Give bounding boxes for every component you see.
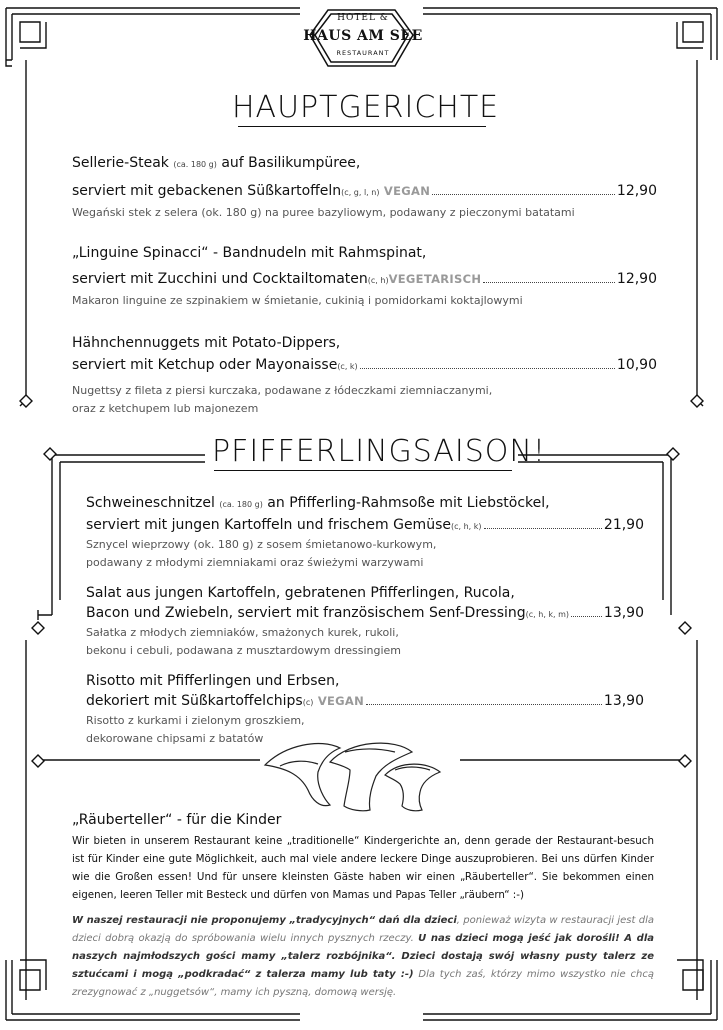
item-name-line2: serviert mit Zucchini und Cocktailtomaten (c, h) VEGETARISCH 12,90	[72, 268, 657, 292]
item-description-pl: Sznycel wieprzowy (ok. 180 g) z sosem śmietanowo-kurkowym,	[86, 538, 437, 551]
item-name-line2: dekoriert mit Süßkartoffelchips (c) VEGAN 13,90	[86, 693, 644, 709]
section-title-pfifferlingsaison: PFIFFERLINGSAISON!	[212, 434, 546, 469]
item-price: 21,90	[603, 517, 644, 533]
logo-line1: HOTEL &	[337, 13, 389, 23]
item-name-line1: „Linguine Spinacci“ - Bandnudeln mit Rahmspinat,	[72, 245, 427, 261]
item-name-line2: serviert mit gebackenen Süßkartoffeln (c, g, l, n) VEGAN 12,90	[72, 180, 657, 204]
item-description-pl: Sałatka z młodych ziemniaków, smażonych kurek, rukoli,	[86, 626, 399, 639]
menu-item	[86, 492, 644, 572]
menu-item	[86, 670, 644, 748]
item-price: 12,90	[616, 271, 657, 287]
item-name-line2: Bacon und Zwiebeln, serviert mit französischem Senf-Dressing (c, h, k, m) 13,90	[86, 605, 644, 621]
item-name-line1: Risotto mit Pfifferlingen und Erbsen,	[86, 673, 340, 689]
diet-tag: VEGAN	[383, 184, 431, 198]
item-price: 13,90	[603, 605, 644, 621]
item-name-line1: Salat aus jungen Kartoffeln, gebratenen Pfifferlingen, Rucola,	[86, 585, 515, 601]
item-name-line2: serviert mit Ketchup oder Mayonaisse (c, k) 10,90	[72, 354, 657, 378]
item-description-pl: bekonu i cebuli, podawana z musztardowym dressingiem	[86, 644, 402, 657]
item-price: 13,90	[603, 693, 644, 709]
item-price: 12,90	[616, 183, 657, 199]
item-name-line2: serviert mit jungen Kartoffeln und frischem Gemüse (c, h, k) 21,90	[86, 517, 644, 533]
item-description-pl: Nugettsy z fileta z piersi kurczaka, podawane z łódeczkami ziemniaczanymi,	[72, 384, 493, 397]
heading-underline	[214, 470, 512, 471]
diet-tag: VEGETARISCH	[388, 272, 482, 286]
section-title-hauptgerichte: HAUPTGERICHTE	[232, 90, 500, 125]
diet-tag: VEGAN	[317, 694, 365, 708]
logo-line3: RESTAURANT	[336, 49, 390, 57]
item-description-pl: Wegański stek z selera (ok. 180 g) na puree bazyliowym, podawany z pieczonymi batatami	[72, 206, 575, 219]
kids-section-title: „Räuberteller“ - für die Kinder	[72, 812, 282, 828]
item-description-pl: podawany z młodymi ziemniakami oraz świeżymi warzywami	[86, 556, 424, 569]
item-name-line1: Sellerie-Steak (ca. 180 g) auf Basilikumpüree,	[72, 155, 361, 171]
menu-item	[86, 582, 644, 660]
restaurant-logo	[303, 8, 423, 68]
heading-underline	[238, 126, 486, 127]
item-description-pl: oraz z ketchupem lub majonezem	[72, 402, 259, 415]
item-description-pl: Risotto z kurkami i zielonym groszkiem,	[86, 714, 305, 727]
logo-line2: HAUS AM SEE	[303, 28, 423, 44]
menu-item	[72, 242, 657, 310]
chanterelle-illustration	[265, 743, 440, 811]
item-description-pl: Makaron linguine ze szpinakiem w śmietanie, cukinią i pomidorkami koktajlowymi	[72, 294, 523, 307]
kids-description-de: Wir bieten in unserem Restaurant keine „traditionelle“ Kindergerichte an, denn gerade der Restaurant-besuch ist für Kinder eine gute Möglichkeit, auch mal viele andere leckere Dinge auszuprobieren. Bei uns dürfen Kinder wie die Großen essen! Und für unsere kleinsten Gäste haben wir einen „Räuberteller“. Sie bekommen einen eigenen, leeren Teller mit Besteck und dürfen von Mamas und Papas Teller „räubern“ :-)	[72, 835, 654, 901]
kids-description-pl: W naszej restauracji nie proponujemy „tradycyjnych“ dań dla dzieci, ponieważ wizyta w restauracji jest dla dzieci dobrą okazją do spróbowania wielu innych pysznych rzeczy. U nas dzieci mogą jeść jak dorośli! A dla naszych najmłodszych gości mamy „talerz rozbójnika“. Dzieci dostają swój własny pusty talerz ze sztućcami i mogą „podkradać“ z talerza mamy lub taty :-) Dla tych zaś, którzy mimo wszystko nie chcą zrezygnować z „nuggetsów“, mamy ich pyszną, domową wersję.	[72, 915, 654, 998]
menu-item	[72, 332, 657, 418]
item-name-line1: Hähnchennuggets mit Potato-Dippers,	[72, 335, 341, 351]
item-price: 10,90	[616, 357, 657, 373]
item-description-pl: dekorowane chipsami z batatów	[86, 732, 264, 745]
item-name-line1: Schweineschnitzel (ca. 180 g) an Pfifferling-Rahmsoße mit Liebstöckel,	[86, 495, 550, 511]
menu-item	[72, 152, 657, 222]
